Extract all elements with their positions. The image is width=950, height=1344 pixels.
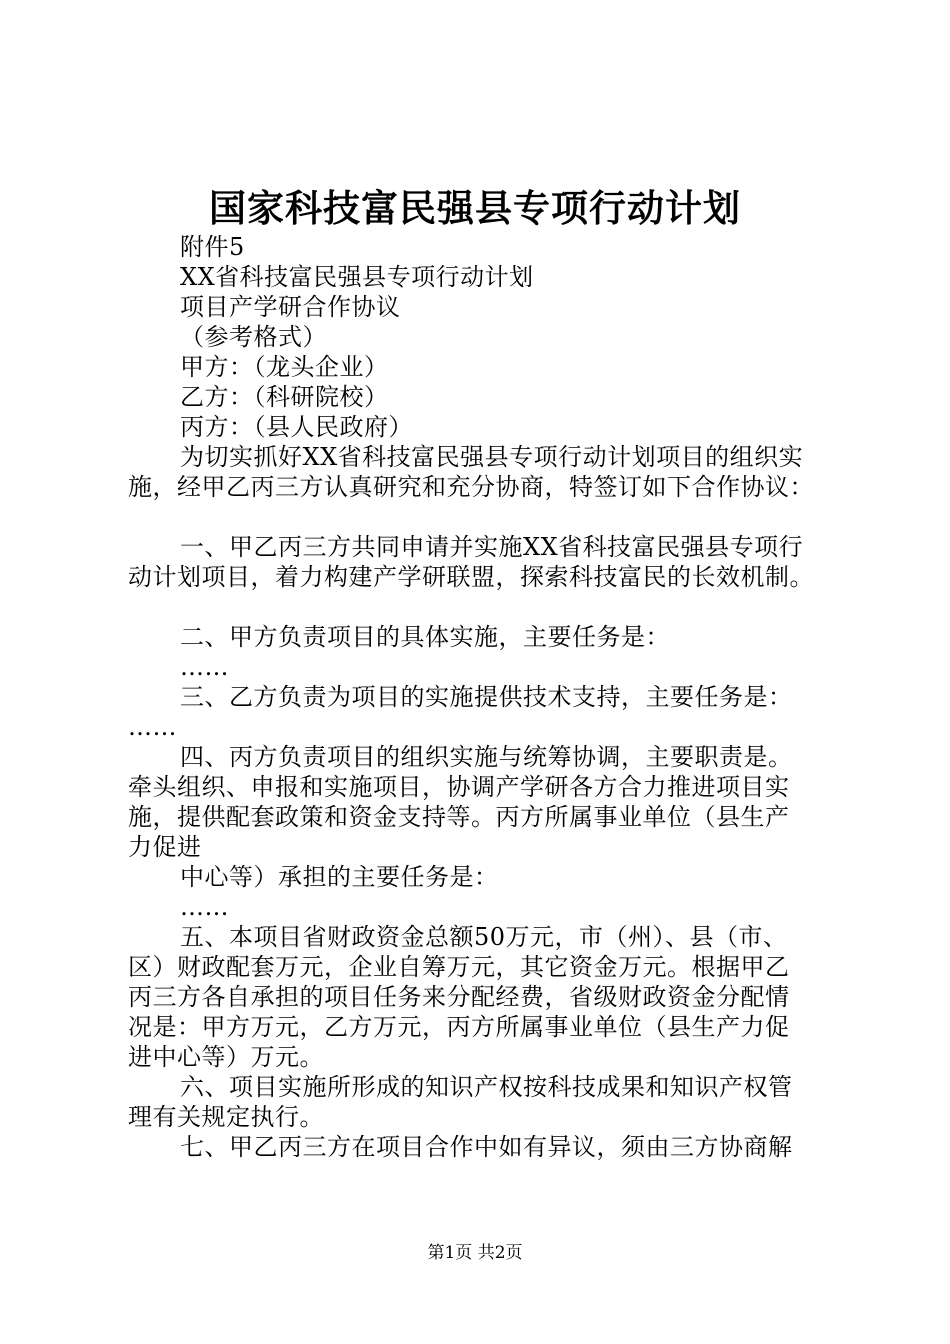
clause-4-ellipsis: ……	[180, 893, 229, 921]
clause-4-line: 四、丙方负责项目的组织实施与统筹协调，主要职责是。	[180, 743, 793, 771]
party-b-line: 乙方：（科研院校）	[180, 383, 389, 411]
clause-3-ellipsis: ……	[128, 713, 177, 741]
intro-paragraph-line: 施，经甲乙丙三方认真研究和充分协商，特签订如下合作协议：	[128, 473, 814, 501]
clause-6-line: 理有关规定执行。	[128, 1103, 324, 1131]
document-title: 国家科技富民强县专项行动计划	[209, 186, 741, 230]
attachment-label: 附件5	[180, 233, 245, 261]
paragraph-gap	[128, 502, 838, 532]
agreement-name-line: 项目产学研合作协议	[180, 293, 401, 321]
clause-4-line: 力促进	[128, 833, 202, 861]
clause-5-line: 区）财政配套万元，企业自筹万元，其它资金万元。根据甲乙	[128, 953, 790, 981]
clause-4-line: 施，提供配套政策和资金支持等。丙方所属事业单位（县生产	[128, 803, 790, 831]
clause-4-line: 牵头组织、申报和实施项目，协调产学研各方合力推进项目实	[128, 773, 790, 801]
party-c-line: 丙方：（县人民政府）	[180, 413, 413, 441]
clause-3-line: 三、乙方负责为项目的实施提供技术支持，主要任务是：	[180, 683, 793, 711]
clause-7-line: 七、甲乙丙三方在项目合作中如有异议，须由三方协商解	[180, 1133, 793, 1161]
clause-1-line: 一、甲乙丙三方共同申请并实施XX省科技富民强县专项行	[180, 533, 804, 561]
party-a-line: 甲方：（龙头企业）	[180, 353, 389, 381]
clause-2-ellipsis: ……	[180, 653, 229, 681]
document-body	[128, 232, 838, 1162]
clause-4-line: 中心等）承担的主要任务是：	[180, 863, 499, 891]
clause-5-line: 五、本项目省财政资金总额50万元，市（州）、县（市、	[180, 923, 788, 951]
clause-5-line: 况是：甲方万元，乙方万元，丙方所属事业单位（县生产力促	[128, 1013, 790, 1041]
clause-5-line: 丙三方各自承担的项目任务来分配经费，省级财政资金分配情	[128, 983, 790, 1011]
format-note-line: （参考格式）	[180, 323, 327, 351]
plan-name-line: XX省科技富民强县专项行动计划	[180, 263, 534, 291]
clause-5-line: 进中心等）万元。	[128, 1043, 324, 1071]
page-number-footer: 第1页 共2页	[427, 1243, 523, 1263]
clause-2-line: 二、甲方负责项目的具体实施，主要任务是：	[180, 623, 670, 651]
clause-1-line: 动计划项目，着力构建产学研联盟，探索科技富民的长效机制。	[128, 563, 814, 591]
paragraph-gap	[128, 592, 838, 622]
clause-6-line: 六、项目实施所形成的知识产权按科技成果和知识产权管	[180, 1073, 793, 1101]
intro-paragraph-line: 为切实抓好XX省科技富民强县专项行动计划项目的组织实	[180, 443, 804, 471]
